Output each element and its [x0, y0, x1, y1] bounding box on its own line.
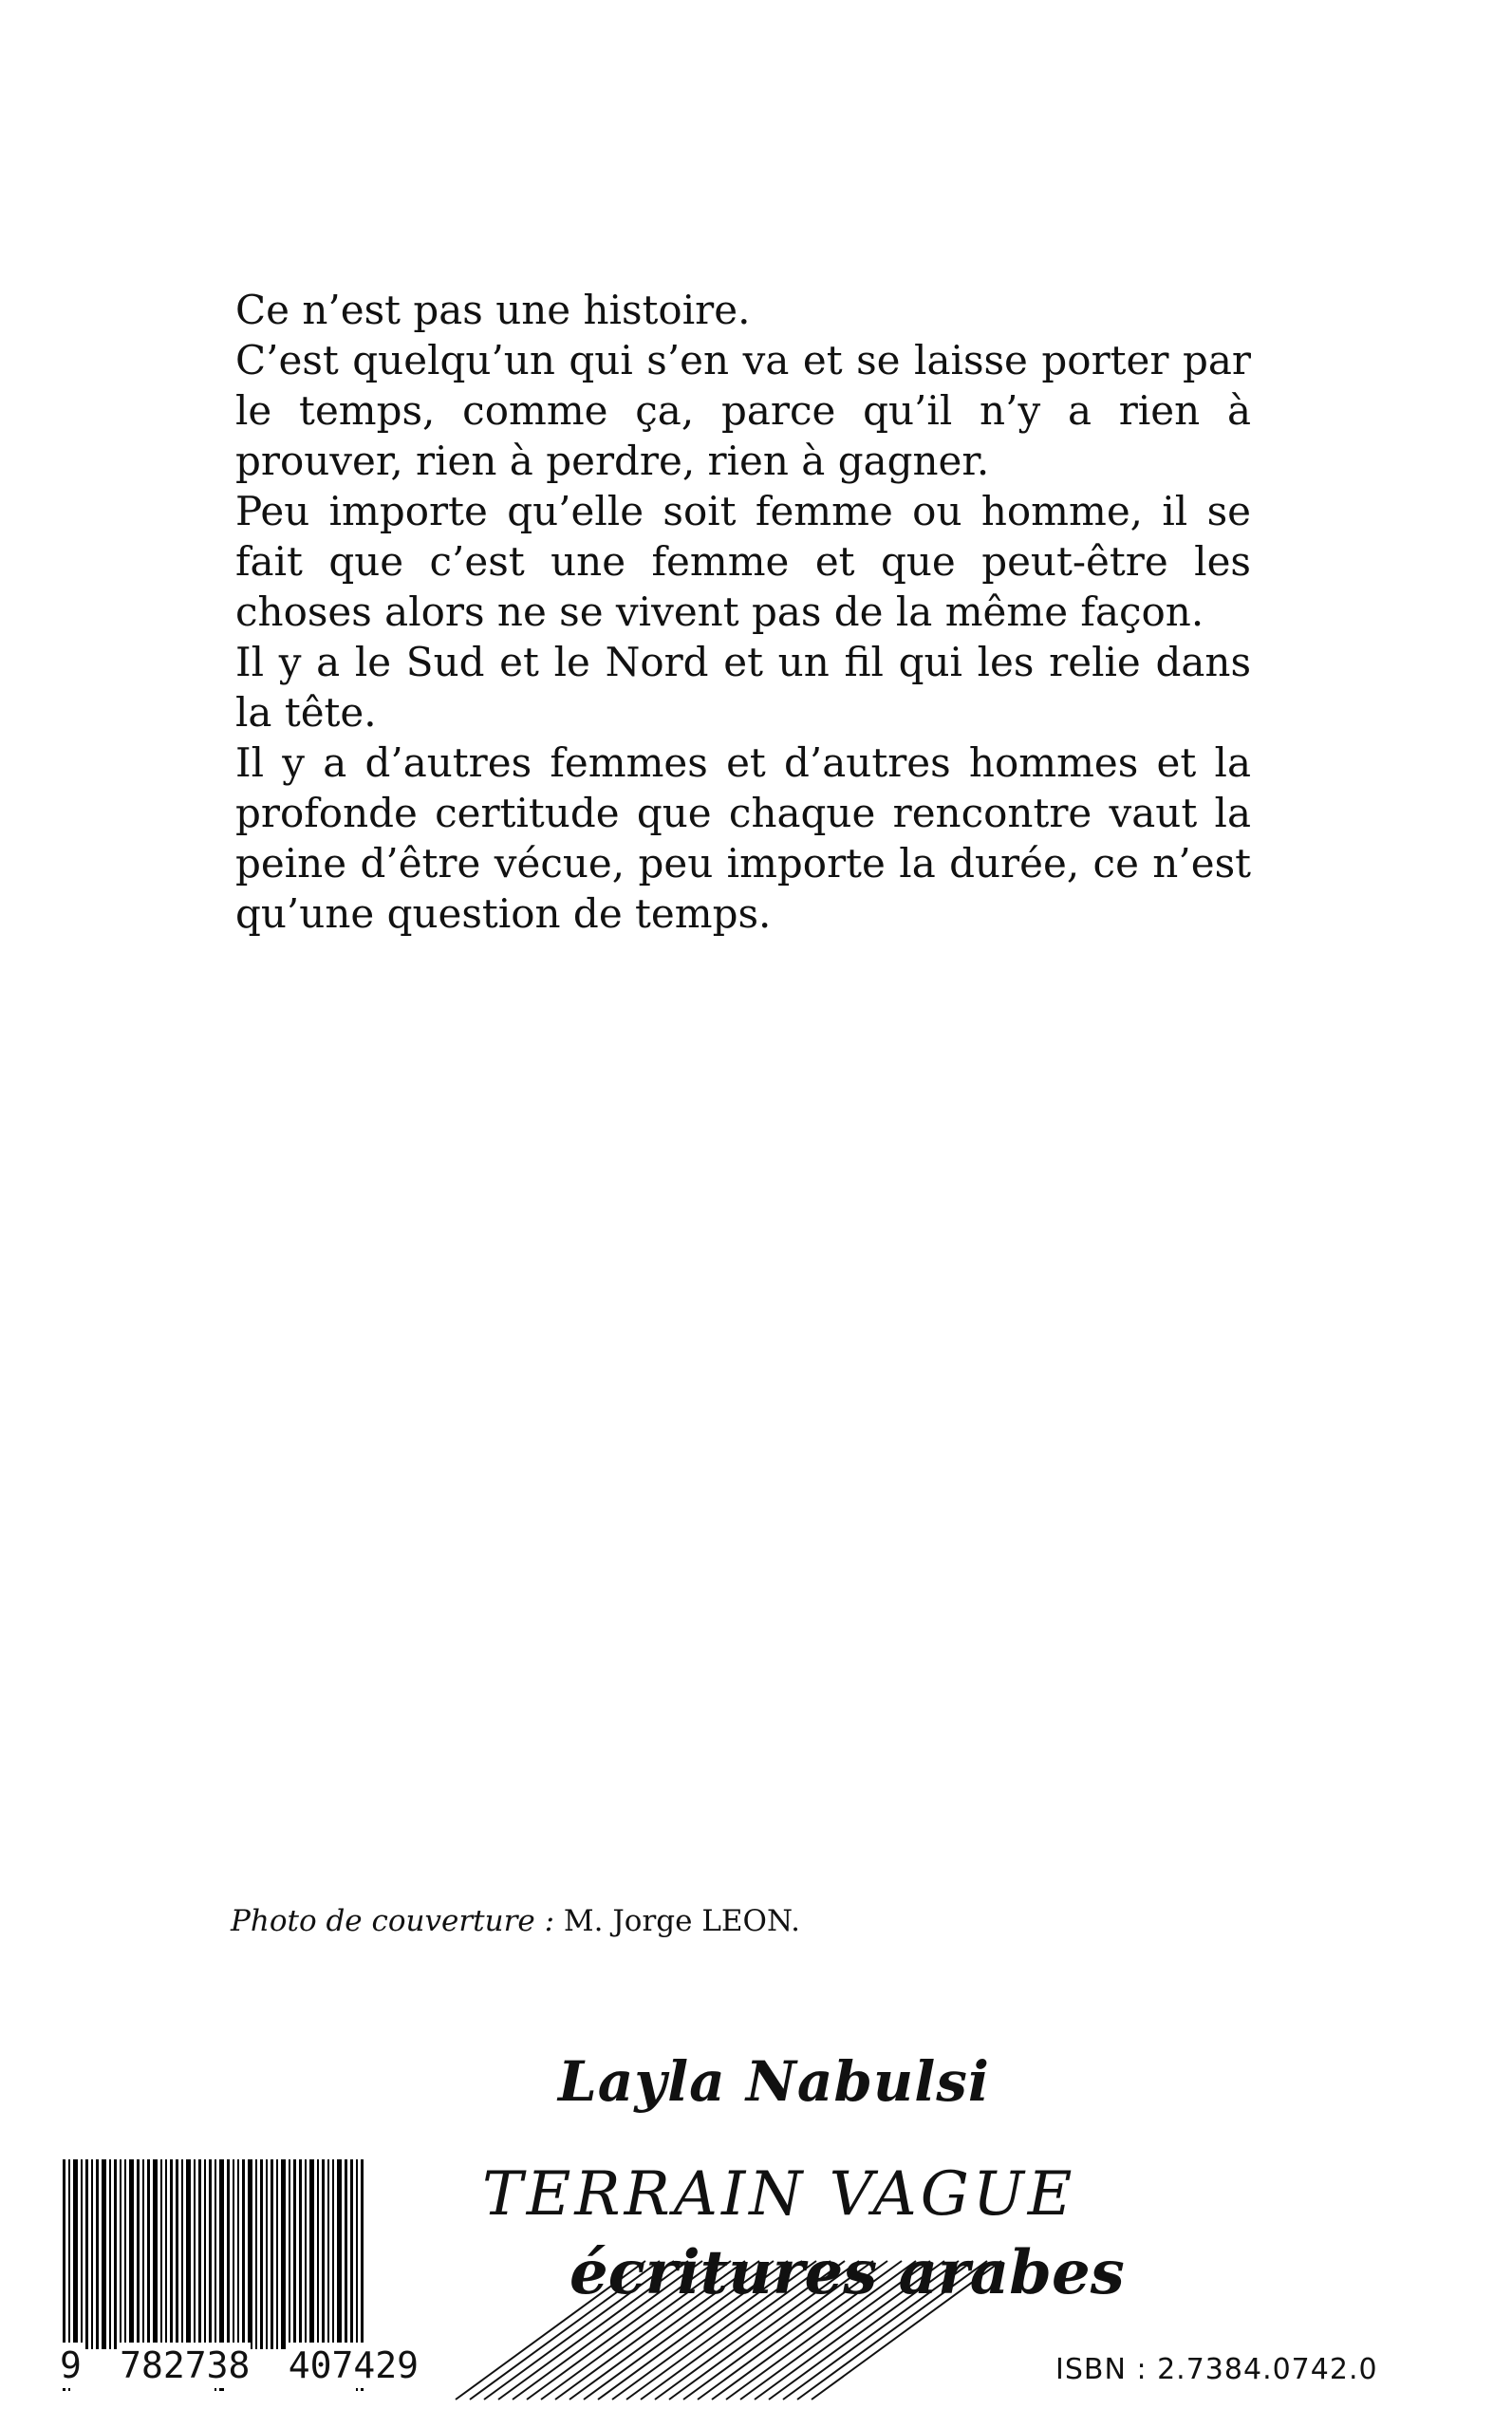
blurb-paragraph: Peu importe qu’elle soit femme ou homme, il se fait que c’est une femme et que peut-être les choses alors ne se vivent pas de la même façon. — [235, 488, 1251, 635]
barcode-bar — [299, 2159, 302, 2349]
barcode-bar — [96, 2159, 99, 2349]
barcode-bar — [176, 2159, 178, 2349]
barcode-bar — [147, 2159, 150, 2349]
barcode-digit-group: 9 — [60, 2344, 82, 2386]
barcode-bar — [305, 2159, 307, 2349]
barcode-bar — [114, 2159, 117, 2349]
barcode-bar — [317, 2159, 319, 2349]
barcode-bar — [260, 2159, 263, 2349]
barcode-digit-group: 782738 — [120, 2344, 251, 2386]
barcode-bar — [255, 2159, 257, 2349]
barcode-bar — [124, 2159, 126, 2349]
barcode-bar — [237, 2159, 239, 2349]
publisher-logo: TERRAIN VAGUE — [482, 2159, 1076, 2230]
barcode-bar — [337, 2159, 342, 2349]
barcode-bar — [186, 2159, 191, 2349]
photo-credit-label: Photo de couverture : — [231, 1904, 555, 1938]
barcode-bar — [160, 2159, 162, 2349]
barcode-bar — [73, 2159, 78, 2349]
barcode-bar — [322, 2159, 325, 2349]
barcode-bar — [227, 2159, 230, 2349]
barcode-bar — [350, 2159, 353, 2349]
barcode-bar — [266, 2159, 268, 2349]
barcode-bar — [120, 2159, 121, 2349]
barcode-bar — [289, 2159, 290, 2349]
blurb-paragraph: Il y a le Sud et le Nord et un fil qui les relie dans la tête. — [235, 639, 1251, 736]
barcode-bar — [181, 2159, 183, 2349]
author-name: Layla Nabulsi — [558, 2049, 990, 2114]
barcode-digits — [59, 2343, 420, 2388]
barcode-bar — [85, 2159, 88, 2349]
blurb-paragraph: Ce n’est pas une histoire. — [235, 287, 751, 333]
barcode-bar — [198, 2159, 201, 2349]
barcode-bar — [165, 2159, 167, 2349]
barcode-bar — [248, 2159, 252, 2349]
barcode-digit-group: 407429 — [288, 2344, 419, 2386]
barcode-bar — [332, 2159, 334, 2349]
barcode-bar — [293, 2159, 296, 2349]
barcode-bar — [209, 2159, 212, 2349]
barcode-bar — [137, 2159, 140, 2349]
barcode-bar — [204, 2159, 206, 2349]
photo-credit — [231, 1902, 800, 1940]
blurb-paragraph: C’est quelqu’un qui s’en va et se laisse porter par le temps, comme ça, parce qu’il n’y a rien à prouver, rien à perdre, rien à gagner. — [235, 337, 1251, 484]
barcode-bar — [91, 2159, 93, 2349]
barcode-bar — [233, 2159, 234, 2349]
barcode-bar — [242, 2159, 245, 2349]
barcode-bar — [194, 2159, 196, 2349]
barcode-bar — [309, 2159, 314, 2349]
barcode-bar — [170, 2159, 173, 2349]
barcode-bar — [109, 2159, 111, 2349]
barcode-bar — [327, 2159, 329, 2349]
collection-name: écritures arabes — [569, 2237, 1125, 2308]
barcode-bar — [271, 2159, 273, 2349]
barcode-bar — [281, 2159, 286, 2349]
isbn-number: ISBN : 2.7384.0742.0 — [1055, 2353, 1378, 2386]
barcode-bar — [142, 2159, 144, 2349]
barcode-bar — [276, 2159, 278, 2349]
barcode-bar — [129, 2159, 134, 2349]
barcode-bar — [81, 2159, 83, 2349]
photo-credit-name: M. Jorge LEON. — [563, 1904, 800, 1938]
blurb-paragraph: Il y a d’autres femmes et d’autres hommes et la profonde certitude que chaque rencontre vaut la peine d’être vécue, peu importe la durée, ce n’est qu’une question de temps. — [235, 739, 1251, 937]
back-cover-blurb — [235, 285, 1251, 939]
barcode-bar — [102, 2159, 106, 2349]
barcode-bar — [345, 2159, 347, 2349]
barcode-bar — [153, 2159, 158, 2349]
